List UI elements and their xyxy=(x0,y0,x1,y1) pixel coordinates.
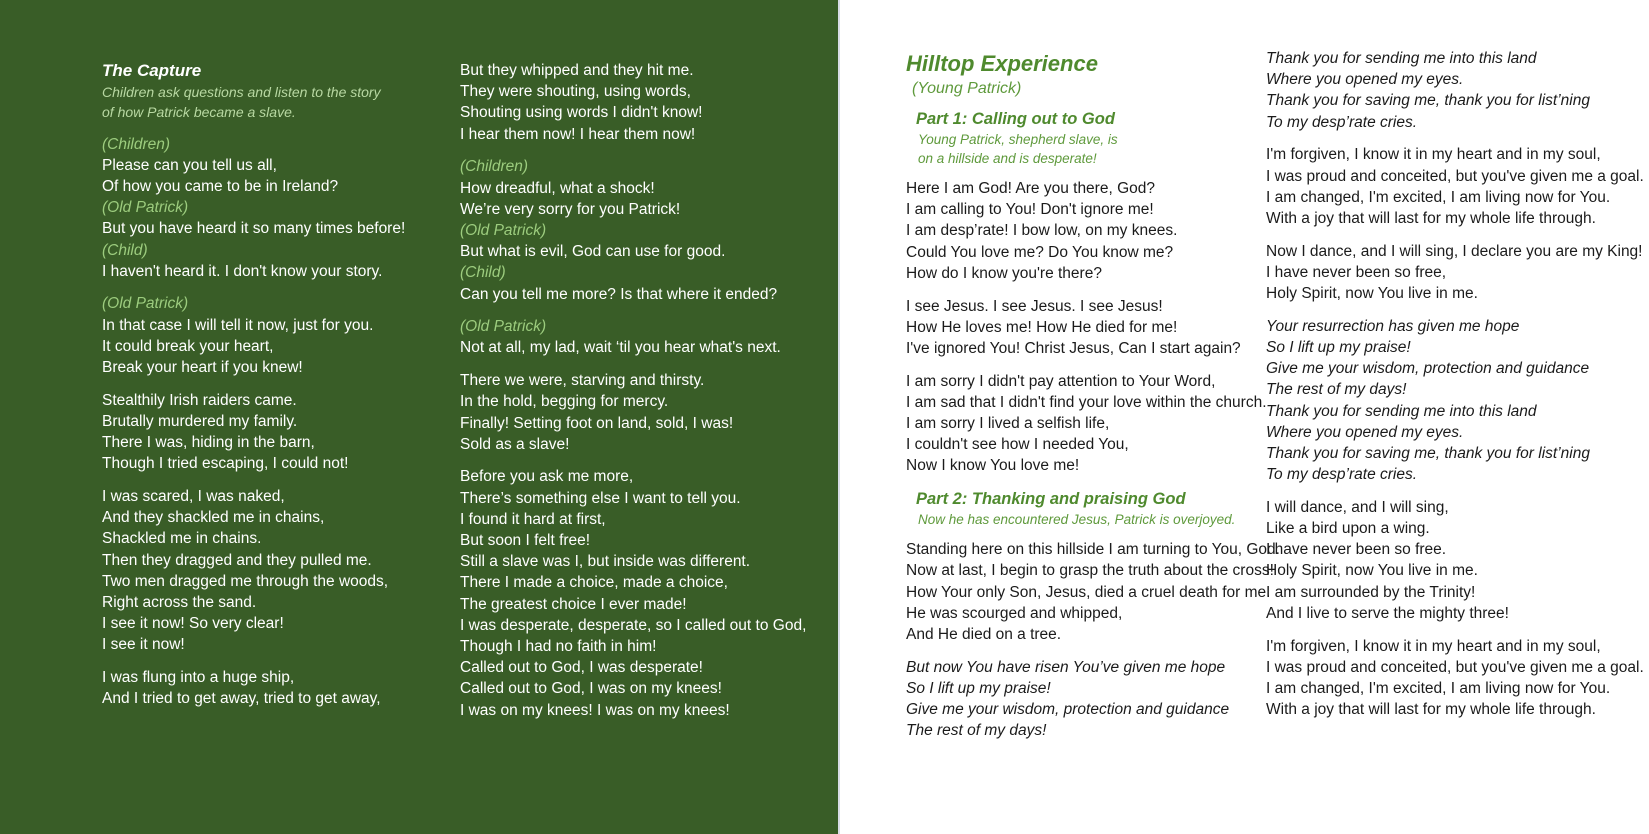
lyric-line: They were shouting, using words, xyxy=(460,83,691,101)
part-1-heading xyxy=(906,108,1280,168)
lyric-line: So I lift up my praise! xyxy=(1266,338,1411,356)
part-1-title: Part 1: Calling out to God xyxy=(916,110,1115,128)
lyric-line: Sold as a slave! xyxy=(460,435,570,453)
stanza xyxy=(906,296,1280,360)
lyric-line: Like a bird upon a wing. xyxy=(1266,520,1430,538)
part-2-description-line: Now he has encountered Jesus, Patrick is overjoyed. xyxy=(918,512,1236,528)
lyric-line: Here I am God! Are you there, God? xyxy=(906,180,1155,197)
lyric-line: To my desp’rate cries. xyxy=(1266,113,1418,131)
lyric-line: The rest of my days! xyxy=(906,722,1047,740)
stanza xyxy=(460,156,806,304)
lyric-line: There I made a choice, made a choice, xyxy=(460,574,728,592)
lyric-line: Where you opened my eyes. xyxy=(1266,71,1464,89)
lyric-line: The greatest choice I ever made! xyxy=(460,595,687,613)
lyric-line: I am sorry I lived a selfish life, xyxy=(906,415,1110,433)
lyric-line: I haven't heard it. I don't know your story. xyxy=(102,262,383,280)
lyric-line: Shouting using words I didn't know! xyxy=(460,104,703,122)
lyric-line: I am surrounded by the Trinity! xyxy=(1266,583,1476,601)
lyric-line: I'm forgiven, I know it in my heart and in my soul, xyxy=(1266,146,1601,164)
lyric-line: I see it now! xyxy=(102,636,185,654)
lyric-line: I have never been so free. xyxy=(1266,541,1447,559)
lyric-line: Though I tried escaping, I could not! xyxy=(102,455,349,473)
lyric-line: Though I had no faith in him! xyxy=(460,638,657,656)
lyric-line: I will dance, and I will sing, xyxy=(1266,498,1449,516)
lyric-line: Your resurrection has given me hope xyxy=(1266,317,1520,335)
stanza xyxy=(1266,144,1644,229)
lyric-line: How He loves me! How He died for me! xyxy=(906,318,1178,336)
stanza xyxy=(1266,241,1644,305)
lyric-line: I am desp’rate! I bow low, on my knees. xyxy=(906,222,1178,240)
lyric-line: In that case I will tell it now, just for you. xyxy=(102,316,374,334)
lyric-line: Called out to God, I was desperate! xyxy=(460,659,703,677)
stanza xyxy=(906,371,1280,477)
speaker-label: (Old Patrick) xyxy=(102,295,189,313)
lyric-line: Standing here on this hillside I am turning to You, God. xyxy=(906,541,1280,559)
lyric-line: Of how you came to be in Ireland? xyxy=(102,177,339,195)
subtitle-line: Children ask questions and listen to the story xyxy=(102,84,381,100)
lyric-line: Give me your wisdom, protection and guidance xyxy=(1266,360,1590,378)
stanza xyxy=(460,370,806,455)
part-1-description-line: Young Patrick, shepherd slave, is xyxy=(918,132,1118,147)
lyric-line: Before you ask me more, xyxy=(460,468,634,486)
lyric-line: Thank you for saving me, thank you for list’ning xyxy=(1266,92,1590,110)
lyric-line: I was desperate, desperate, so I called out to God, xyxy=(460,616,807,634)
stanza-list xyxy=(906,178,1280,477)
lyric-line: And He died on a tree. xyxy=(906,625,1062,643)
stanza xyxy=(102,486,405,656)
lyric-line: I see Jesus. I see Jesus. I see Jesus! xyxy=(906,297,1163,315)
speaker-label: (Old Patrick) xyxy=(102,199,189,217)
lyric-line: Thank you for sending me into this land xyxy=(1266,50,1537,67)
stanza xyxy=(102,667,405,709)
lyric-line: Called out to God, I was on my knees! xyxy=(460,680,722,698)
lyric-line: Could You love me? Do You know me? xyxy=(906,243,1174,261)
lyric-line: I was scared, I was naked, xyxy=(102,488,285,506)
right-page-white xyxy=(840,0,1649,834)
lyric-line: I am changed, I'm excited, I am living now for You. xyxy=(1266,679,1611,697)
section-title-hilltop-experience: Hilltop Experience xyxy=(906,51,1098,76)
part-1-description-line: on a hillside and is desperate! xyxy=(918,151,1097,166)
stanza-list xyxy=(906,539,1280,741)
lyric-line: Brutally murdered my family. xyxy=(102,412,298,430)
lyric-line: Holy Spirit, now You live in me. xyxy=(1266,285,1478,303)
speaker-label: (Children) xyxy=(460,158,529,176)
lyric-line: With a joy that will last for my whole life through. xyxy=(1266,701,1596,719)
stanza-list xyxy=(1266,48,1644,720)
lyric-line: I was proud and conceited, but you've given me a goal. xyxy=(1266,658,1644,676)
lyric-line: In the hold, begging for mercy. xyxy=(460,393,669,411)
lyric-line: Now I know You love me! xyxy=(906,457,1080,475)
chorus-stanza xyxy=(1266,48,1644,133)
stanza xyxy=(460,316,806,358)
lyric-line: I couldn't see how I needed You, xyxy=(906,436,1129,454)
speaker-label: (Old Patrick) xyxy=(460,221,547,239)
lyric-line: I am changed, I'm excited, I am living now for You. xyxy=(1266,188,1611,206)
lyric-line: I have never been so free, xyxy=(1266,263,1447,281)
lyric-line: I found it hard at first, xyxy=(460,510,606,528)
lyric-line: Finally! Setting foot on land, sold, I was! xyxy=(460,414,734,432)
lyric-line: Right across the sand. xyxy=(102,594,257,612)
column-hilltop-experience xyxy=(906,50,1280,753)
lyric-line: I am sad that I didn't find your love within the church. xyxy=(906,393,1267,411)
part-2-title: Part 2: Thanking and praising God xyxy=(916,490,1186,509)
lyric-line: And I tried to get away, tried to get away, xyxy=(102,690,381,708)
lyric-line: I am sorry I didn't pay attention to Your Word, xyxy=(906,372,1216,390)
lyric-line: Where you opened my eyes. xyxy=(1266,423,1464,441)
lyric-line: There’s something else I want to tell you. xyxy=(460,489,741,507)
lyric-line: How do I know you're there? xyxy=(906,264,1102,282)
lyric-line: The rest of my days! xyxy=(1266,381,1407,399)
lyric-line: But soon I felt free! xyxy=(460,532,591,550)
column-hilltop-continued xyxy=(1266,48,1644,732)
lyric-line: But what is evil, God can use for good. xyxy=(460,243,726,261)
lyric-line: Shackled me in chains. xyxy=(102,530,262,548)
lyric-line: Holy Spirit, now You live in me. xyxy=(1266,562,1478,580)
column-the-capture-part2 xyxy=(460,60,806,732)
section-subtitle-young-patrick: (Young Patrick) xyxy=(912,80,1022,97)
lyric-line: Thank you for sending me into this land xyxy=(1266,402,1537,420)
lyric-line: I'm forgiven, I know it in my heart and in my soul, xyxy=(1266,637,1601,655)
stanza-list xyxy=(102,134,405,710)
lyric-line: To my desp’rate cries. xyxy=(1266,466,1418,484)
lyric-line: And they shackled me in chains, xyxy=(102,509,325,527)
stanza xyxy=(102,390,405,475)
stanza xyxy=(460,466,806,720)
stanza xyxy=(1266,497,1644,624)
lyric-line: Not at all, my lad, wait ‘til you hear what's next. xyxy=(460,339,781,357)
speaker-label: (Old Patrick) xyxy=(460,318,547,336)
stanza xyxy=(1266,636,1644,721)
lyric-line: Now at last, I begin to grasp the truth about the cross! xyxy=(906,562,1274,580)
lyric-line: Stealthily Irish raiders came. xyxy=(102,391,297,409)
lyric-line: I see it now! So very clear! xyxy=(102,615,284,633)
stanza xyxy=(102,134,405,282)
speaker-label: (Child) xyxy=(102,241,148,259)
part-2-heading xyxy=(906,488,1280,529)
lyric-line: Thank you for saving me, thank you for list’ning xyxy=(1266,444,1590,462)
lyric-line: There we were, starving and thirsty. xyxy=(460,372,705,390)
lyric-line: But you have heard it so many times before! xyxy=(102,220,406,238)
lyric-line: Two men dragged me through the woods, xyxy=(102,572,389,590)
subtitle-line: of how Patrick became a slave. xyxy=(102,104,296,120)
lyric-line: Break your heart if you knew! xyxy=(102,359,303,377)
section-title-the-capture: The Capture xyxy=(102,61,202,80)
lyric-line: With a joy that will last for my whole life through. xyxy=(1266,209,1596,227)
lyric-line: How Your only Son, Jesus, died a cruel death for me. xyxy=(906,583,1271,601)
lyric-line: I was proud and conceited, but you've given me a goal. xyxy=(1266,167,1644,185)
lyric-line: Now I dance, and I will sing, I declare you are my King! xyxy=(1266,242,1643,260)
speaker-label: (Child) xyxy=(460,264,506,282)
lyric-line: I've ignored You! Christ Jesus, Can I start again? xyxy=(906,339,1241,357)
lyric-line: It could break your heart, xyxy=(102,337,274,355)
lyric-line: But they whipped and they hit me. xyxy=(460,62,694,79)
lyric-line: And I live to serve the mighty three! xyxy=(1266,604,1509,622)
column-the-capture-part1 xyxy=(102,60,405,721)
lyric-line: Then they dragged and they pulled me. xyxy=(102,551,372,569)
chorus-stanza xyxy=(1266,316,1644,486)
lyric-line: I am calling to You! Don't ignore me! xyxy=(906,201,1154,219)
stanza xyxy=(906,178,1280,284)
stanza xyxy=(906,539,1280,645)
lyric-line: Please can you tell us all, xyxy=(102,156,277,174)
section-subtitle xyxy=(102,82,405,122)
lyric-line: Can you tell me more? Is that where it ended? xyxy=(460,285,778,303)
lyric-line: Give me your wisdom, protection and guidance xyxy=(906,701,1230,719)
lyric-line: There I was, hiding in the barn, xyxy=(102,434,315,452)
lyric-line: Still a slave was I, but inside was different. xyxy=(460,553,751,571)
stanza xyxy=(102,293,405,378)
stanza xyxy=(460,60,806,145)
stanza-list xyxy=(460,60,806,721)
lyric-line: But now You have risen You’ve given me hope xyxy=(906,658,1226,676)
lyric-line: I was on my knees! I was on my knees! xyxy=(460,701,730,719)
lyric-line: I was flung into a huge ship, xyxy=(102,669,295,687)
lyric-line: He was scourged and whipped, xyxy=(906,604,1123,622)
lyric-line: So I lift up my praise! xyxy=(906,679,1051,697)
speaker-label: (Children) xyxy=(102,135,171,153)
lyric-line: We’re very sorry for you Patrick! xyxy=(460,200,681,218)
lyric-line: How dreadful, what a shock! xyxy=(460,179,655,197)
lyric-line: I hear them now! I hear them now! xyxy=(460,125,696,143)
chorus-stanza xyxy=(906,657,1280,742)
